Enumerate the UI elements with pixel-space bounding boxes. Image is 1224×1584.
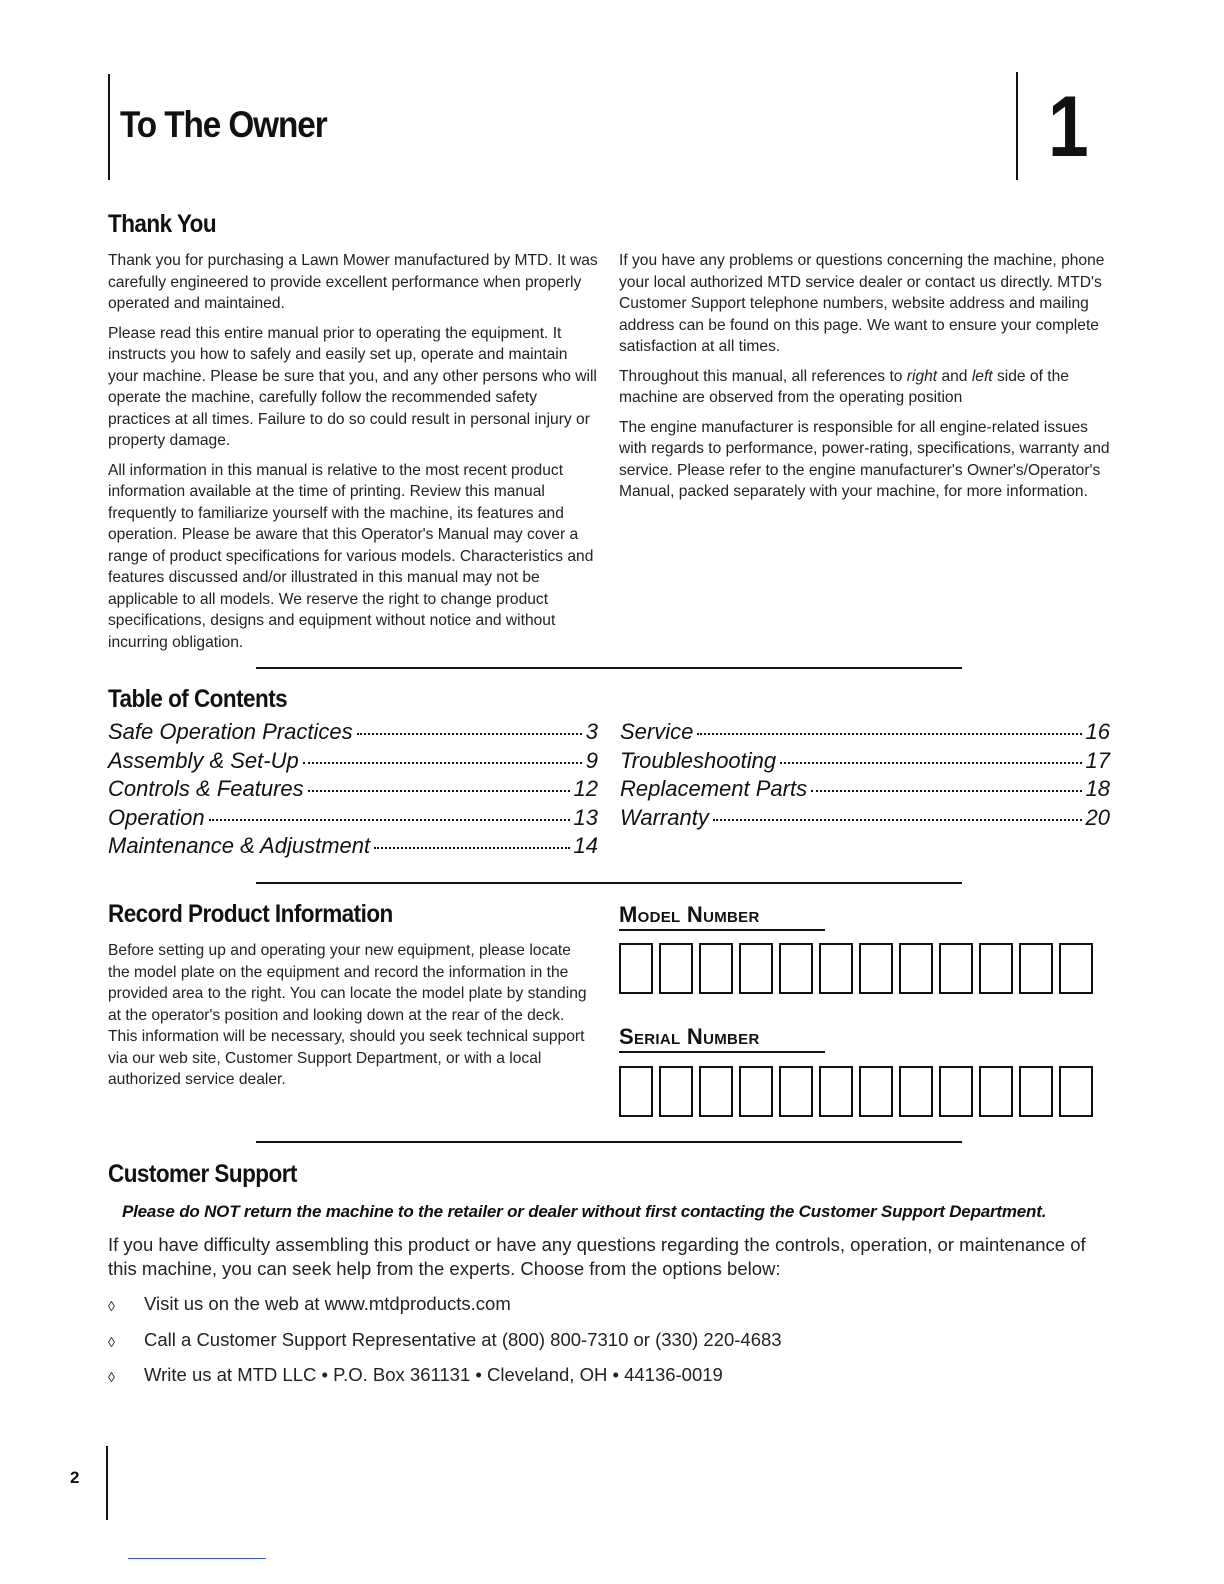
thank-you-paragraph: All information in this manual is relative to the most recent product information available at the time of printing. Review this manual frequently to familiarize yourself with the machine, its features and operation. Please be aware that this Operator's Manual may cover a range of product specifications for various models. Characteristics and features discussed and/or illustrated in this manual may not be applicable to all models. We reserve the right to change product specifications, designs and equipment without notice and without incurring obligation. xyxy=(108,461,594,651)
serial-digit-box[interactable] xyxy=(899,1066,933,1117)
footer-bar xyxy=(106,1446,108,1520)
thank-you-paragraph: Throughout this manual, all references to right and left side of the machine are observed from the operating position xyxy=(619,367,1069,406)
serial-digit-box[interactable] xyxy=(1059,1066,1093,1117)
chapter-title: To The Owner xyxy=(120,104,327,145)
toc-entry[interactable]: Warranty 20 xyxy=(620,804,1110,830)
serial-number-label: Serial Number xyxy=(619,1024,825,1053)
record-info-heading: Record Product Information xyxy=(108,900,393,928)
model-digit-box[interactable] xyxy=(739,943,773,994)
diamond-bullet-icon: ◊ xyxy=(108,1369,115,1385)
toc-entry[interactable]: Operation 13 xyxy=(108,804,598,830)
toc-entry[interactable]: Service 16 xyxy=(620,719,1110,744)
support-intro: If you have difficulty assembling this product or have any questions regarding the controls, operation, or maintenance of this machine, you can seek help from the experts. Choose from the options below: xyxy=(108,1234,1086,1279)
list-item: ◊ Visit us on the web at www.mtdproducts.com xyxy=(108,1292,782,1328)
model-digit-box[interactable] xyxy=(939,943,973,994)
model-digit-box[interactable] xyxy=(819,943,853,994)
serial-digit-box[interactable] xyxy=(619,1066,653,1117)
serial-digit-box[interactable] xyxy=(1019,1066,1053,1117)
footer-link-line xyxy=(128,1558,266,1559)
toc-entry[interactable]: Troubleshooting 17 xyxy=(620,747,1110,773)
model-digit-box[interactable] xyxy=(859,943,893,994)
serial-digit-box[interactable] xyxy=(739,1066,773,1117)
thank-you-paragraph: The engine manufacturer is responsible for all engine-related issues with regards to performance, power-rating, specifications, warranty and service. Please refer to the engine manufacturer's Owner's/Operator's Manual, packed separately with your machine, for more information. xyxy=(619,418,1110,500)
header-left-bar xyxy=(108,74,110,180)
list-item: ◊ Call a Customer Support Representative at (800) 800-7310 or (330) 220-4683 xyxy=(108,1328,782,1364)
toc-entry[interactable]: Assembly & Set-Up 9 xyxy=(108,747,598,773)
serial-digit-box[interactable] xyxy=(979,1066,1013,1117)
model-digit-box[interactable] xyxy=(899,943,933,994)
thank-you-right-column xyxy=(619,250,1114,511)
section-divider xyxy=(256,1141,962,1143)
record-info-text: Before setting up and operating your new equipment, please locate the model plate on the equipment and record the information in the provided area to the right. You can locate the model plate by standing at the operator's position and looking down at the rear of the deck. This information will be necessary, should you seek technical support via our web site, Customer Support Department, or with a local authorized service dealer. xyxy=(108,942,587,1088)
support-options xyxy=(108,1292,782,1399)
serial-digit-box[interactable] xyxy=(939,1066,973,1117)
model-number-label: Model Number xyxy=(619,902,825,931)
model-digit-box[interactable] xyxy=(979,943,1013,994)
section-divider xyxy=(256,667,962,669)
section-divider xyxy=(256,882,962,884)
thank-you-heading: Thank You xyxy=(108,210,217,238)
toc-heading: Table of Contents xyxy=(108,685,288,713)
diamond-bullet-icon: ◊ xyxy=(108,1298,115,1314)
list-item: ◊ Write us at MTD LLC • P.O. Box 361131 • Cleveland, OH • 44136-0019 xyxy=(108,1363,782,1399)
serial-digit-box[interactable] xyxy=(819,1066,853,1117)
toc-entry[interactable]: Maintenance & Adjustment 14 xyxy=(108,833,598,858)
diamond-bullet-icon: ◊ xyxy=(108,1333,115,1350)
serial-digit-box[interactable] xyxy=(859,1066,893,1117)
chapter-number: 1 xyxy=(1048,79,1089,175)
toc-entry[interactable]: Safe Operation Practices 3 xyxy=(108,719,598,744)
thank-you-paragraph: If you have any problems or questions concerning the machine, phone your local authorized MTD service dealer or contact us directly. MTD's Customer Support telephone numbers, website address and mailing address can be found on this page. We want to ensure your complete satisfaction at all times. xyxy=(619,252,1105,355)
model-digit-box[interactable] xyxy=(1019,943,1053,994)
thank-you-left-column xyxy=(108,250,598,661)
model-digit-box[interactable] xyxy=(1059,943,1093,994)
toc-right-column xyxy=(620,719,1110,833)
serial-number-boxes[interactable] xyxy=(619,1066,1093,1117)
model-digit-box[interactable] xyxy=(659,943,693,994)
page-number: 2 xyxy=(70,1468,80,1487)
model-digit-box[interactable] xyxy=(699,943,733,994)
serial-digit-box[interactable] xyxy=(659,1066,693,1117)
toc-left-column xyxy=(108,719,598,862)
serial-digit-box[interactable] xyxy=(779,1066,813,1117)
toc-entry[interactable]: Controls & Features 12 xyxy=(108,776,598,801)
model-digit-box[interactable] xyxy=(619,943,653,994)
serial-digit-box[interactable] xyxy=(699,1066,733,1117)
customer-support-heading: Customer Support xyxy=(108,1160,297,1188)
return-notice: Please do NOT return the machine to the retailer or dealer without first contacting the Customer Support Department. xyxy=(122,1202,1047,1221)
thank-you-paragraph: Please read this entire manual prior to operating the equipment. It instructs you how to safely and easily set up, operate and maintain your machine. Please be sure that you, and any other persons who will operate the machine, carefully follow the recommended safety practices at all times. Failure to do so could result in personal injury or property damage. xyxy=(108,324,597,449)
thank-you-paragraph: Thank you for purchasing a Lawn Mower manufactured by MTD. It was carefully engineered to provide excellent performance when properly operated and maintained. xyxy=(108,252,598,312)
model-digit-box[interactable] xyxy=(779,943,813,994)
model-number-boxes[interactable] xyxy=(619,943,1093,994)
toc-entry[interactable]: Replacement Parts 18 xyxy=(620,776,1110,801)
header-right-bar xyxy=(1016,72,1018,180)
